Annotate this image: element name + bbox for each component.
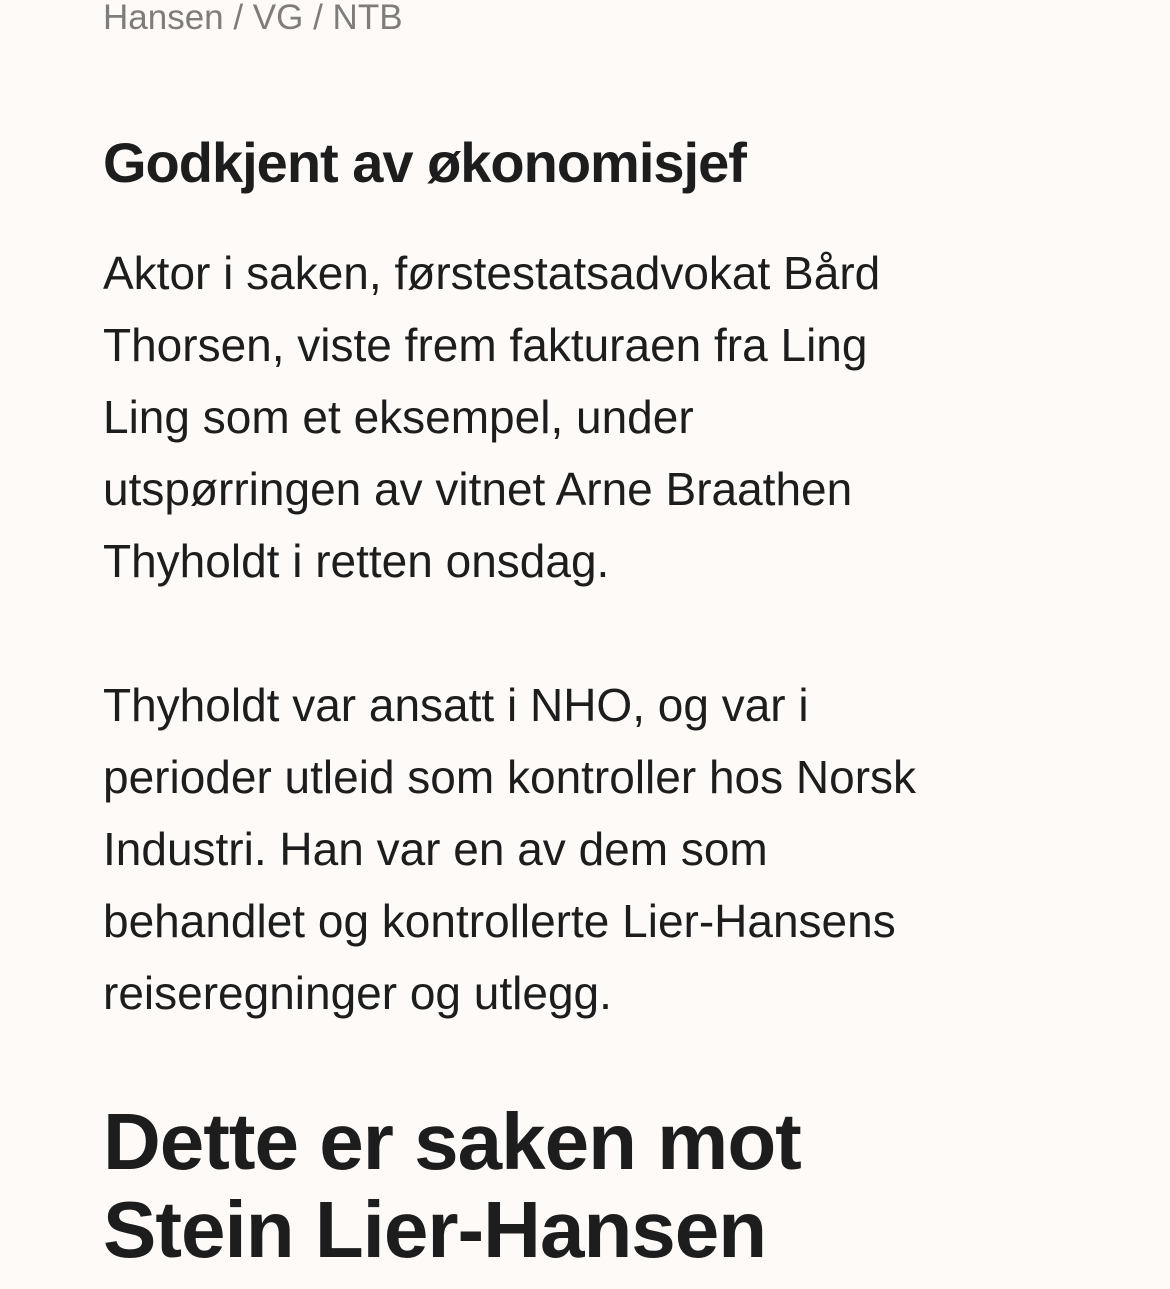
fact-box-heading-line: Stein Lier-Hansen (103, 1185, 767, 1274)
paragraph-line: Industri. Han var en av dem som (103, 823, 768, 875)
photo-credit: Hansen / VG / NTB (103, 0, 403, 37)
paragraph-line: Ling som et eksempel, under (103, 391, 694, 443)
paragraph-line: Thorsen, viste frem fakturaen fra Ling (103, 319, 868, 371)
paragraph-line: utspørringen av vitnet Arne Braathen (103, 463, 853, 515)
paragraph-line: behandlet og kontrollerte Lier-Hansens (103, 895, 896, 947)
paragraph-line: reiseregninger og utlegg. (103, 967, 612, 1019)
paragraph-line: Thyholdt i retten onsdag. (103, 535, 610, 587)
paragraph-2 (103, 669, 916, 1029)
paragraph-line: Aktor i saken, førstestatsadvokat Bård (103, 247, 881, 299)
paragraph-line: perioder utleid som kontroller hos Norsk (103, 751, 917, 803)
fact-box-heading (103, 1098, 801, 1274)
paragraph-1 (103, 237, 880, 597)
section-heading: Godkjent av økonomisjef (103, 131, 746, 194)
paragraph-line: Thyholdt var ansatt i NHO, og var i (103, 679, 809, 731)
fact-box-heading-line: Dette er saken mot (103, 1097, 801, 1186)
